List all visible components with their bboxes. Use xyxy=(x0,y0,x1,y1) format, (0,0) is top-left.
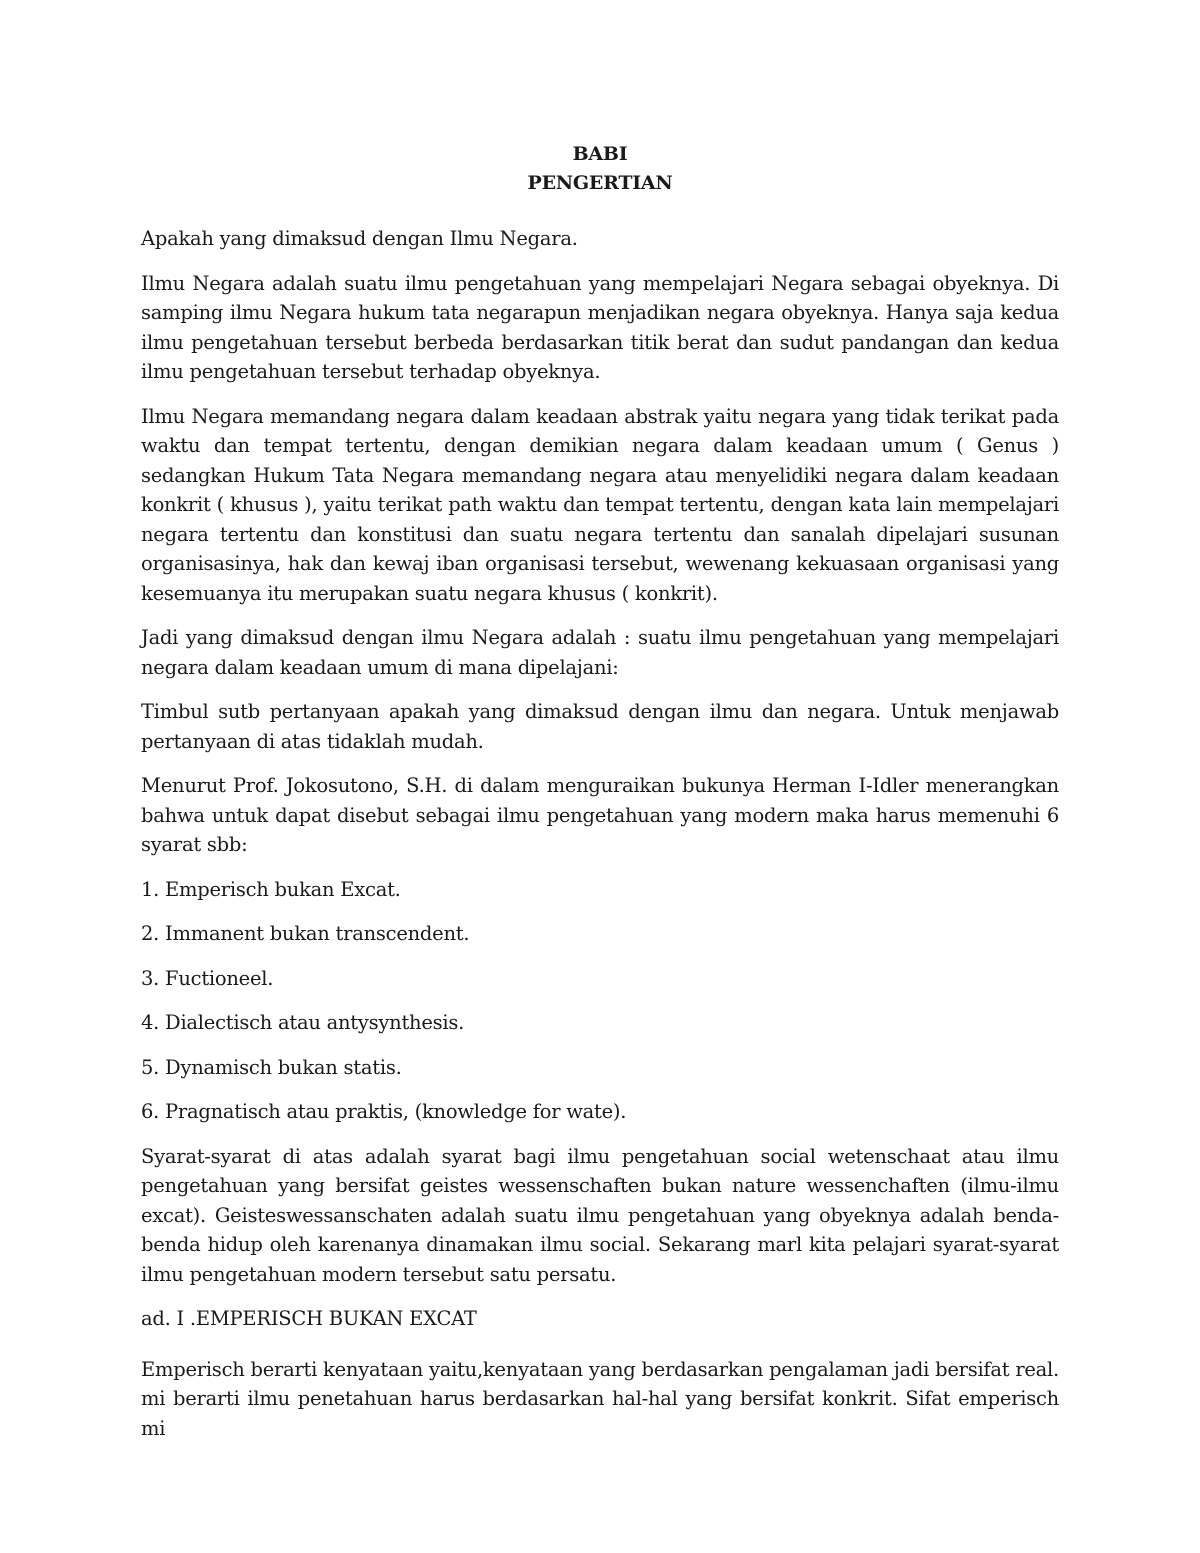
list-item: 5. Dynamisch bukan statis. xyxy=(141,1055,402,1079)
list-item: 2. Immanent bukan transcendent. xyxy=(141,922,470,945)
document-page xyxy=(141,140,1059,1458)
paragraph-1: Ilmu Negara adalah suatu ilmu pengetahuan yang mempelajari Negara sebagai obyeknya. Di samping ilmu Negara hukum tata negarapun menjadikan negara obyeknya. Hanya saja kedua ilmu pengetahuan tersebut berbeda berdasarkan titik berat dan sudut pandangan dan kedua ilmu pengetahuan tersebut terhadap obyeknya. xyxy=(141,271,1059,383)
paragraph-7: Emperisch berarti kenyataan yaitu,kenyataan yang berdasarkan pengalaman jadi bersifat real. mi berarti ilmu penetahuan harus berdasarkan hal-hal yang bersifat konkrit. Sifat emperisch mi xyxy=(141,1357,1059,1440)
list-item: 4. Dialectisch atau antysynthesis. xyxy=(141,1011,465,1034)
chapter-heading xyxy=(141,140,1059,198)
question-paragraph: Apakah yang dimaksud dengan Ilmu Negara. xyxy=(141,227,578,250)
paragraph-4: Timbul sutb pertanyaan apakah yang dimaksud dengan ilmu dan negara. Untuk menjawab pertanyaan di atas tidaklah mudah. xyxy=(141,700,1059,753)
paragraph-5: Menurut Prof. Jokosutono, S.H. di dalam menguraikan bukunya Herman I-Idler menerangkan bahwa untuk dapat disebut sebagai ilmu pengetahuan yang modern maka harus memenuhi 6 syarat sbb: xyxy=(141,774,1059,856)
chapter-title: PENGERTIAN xyxy=(527,172,673,194)
chapter-number: BABI xyxy=(572,143,628,165)
list-item: 6. Pragnatisch atau praktis, (knowledge for wate). xyxy=(141,1100,627,1123)
list-item: 1. Emperisch bukan Excat. xyxy=(141,877,401,901)
paragraph-6: Syarat-syarat di atas adalah syarat bagi ilmu pengetahuan social wetenschaat atau ilmu pengetahuan yang bersifat geistes wessenschaften bukan nature wessenchaften (ilmu-ilmu excat). Geisteswessanschaten adalah suatu ilmu pengetahuan yang obyeknya adalah benda-benda hidup oleh karenanya dinamakan ilmu social. Sekarang marl kita pelajari syarat-syarat ilmu pengetahuan modern tersebut satu persatu. xyxy=(141,1144,1059,1286)
paragraph-2: Ilmu Negara memandang negara dalam keadaan abstrak yaitu negara yang tidak terikat pada waktu dan tempat tertentu, dengan demikian negara dalam keadaan umum ( Genus ) sedangkan Hukum Tata Negara memandang negara atau menyelidiki negara dalam keadaan konkrit ( khusus ), yaitu terikat path waktu dan tempat tertentu, dengan kata lain mempelajari negara tertentu dan konstitusi dan suatu negara tertentu dan sanalah dipelajari susunan organisasinya, hak dan kewaj iban organisasi tersebut, wewenang kekuasaan organisasi yang kesemuanya itu merupakan suatu negara khusus ( konkrit). xyxy=(141,404,1059,605)
paragraph-3: Jadi yang dimaksud dengan ilmu Negara adalah : suatu ilmu pengetahuan yang mempelajari negara dalam keadaan umum di mana dipelajani: xyxy=(141,626,1059,679)
section-heading: ad. I .EMPERISCH BUKAN EXCAT xyxy=(141,1307,477,1330)
list-item: 3. Fuctioneel. xyxy=(141,966,274,990)
